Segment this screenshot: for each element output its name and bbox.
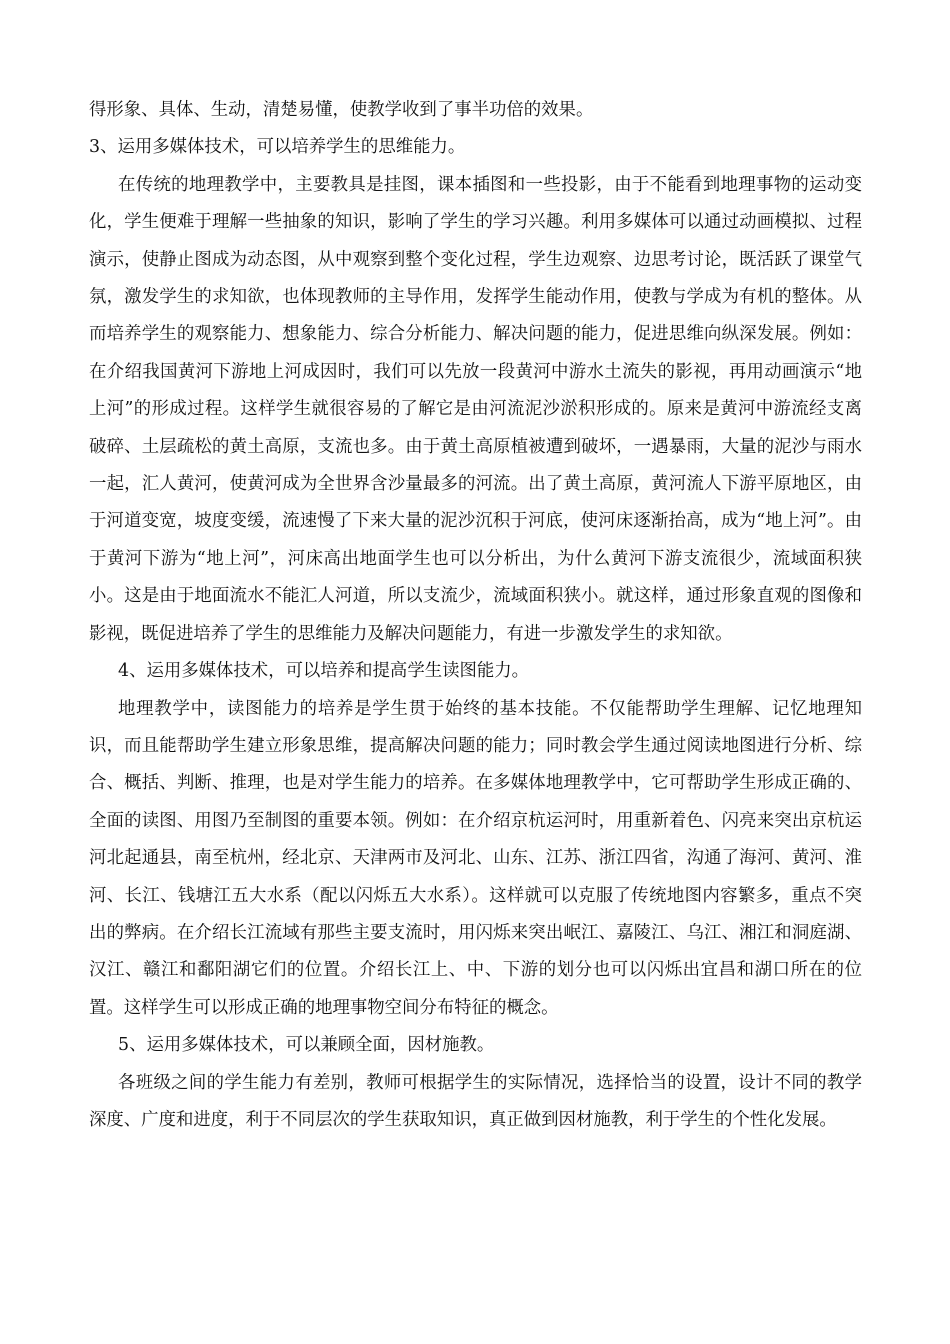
section-heading-3: 3、运用多媒体技术，可以培养学生的思维能力。	[89, 137, 466, 158]
paragraph-thinking-ability: 在传统的地理教学中，主要教具是挂图，课本插图和一些投影，由于不能看到地理事物的运动变化，学生便难于理解一些抽象的知识，影响了学生的学习兴趣。利用多媒体可以通过动画模拟、过程演示，使静止图成为动态图，从中观察到整个变化过程，学生边观察、边思考讨论，既活跃了课堂气氛，激发学生的求知欲，也体现教师的主导作用，发挥学生能动作用，使教与学成为有机的整体。从而培养学生的观察能力、想象能力、综合分析能力、解决问题的能力，促进思维向纵深发展。例如：在介绍我国黄河下游地上河成因时，我们可以先放一段黄河中游水土流失的影视，再用动画演示“地上河”的形成过程。这样学生就很容易的了解它是由河流泥沙淤积形成的。原来是黄河中游流经支离破碎、土层疏松的黄土高原，支流也多。由于黄土高原植被遭到破坏，一遇暴雨，大量的泥沙与雨水一起，汇人黄河，使黄河成为全世界含沙量最多的河流。出了黄土高原，黄河流人下游平原地区，由于河道变宽，坡度变缓，流速慢了下来大量的泥沙沉积于河底，使河床逐渐抬高，成为“地上河”。由于黄河下游为“地上河”，河床高出地面学生也可以分析出，为什么黄河下游支流很少，流域面积狭小。这是由于地面流水不能汇人河道，所以支流少，流域面积狭小。就这样，通过形象直观的图像和影视，既促进培养了学生的思维能力及解决问题能力，有进一步激发学生的求知欲。	[89, 174, 862, 644]
section-heading-5: 5、运用多媒体技术，可以兼顾全面，因材施教。	[118, 1035, 495, 1056]
paragraph-map-reading: 地理教学中，读图能力的培养是学生贯于始终的基本技能。不仅能帮助学生理解、记忆地理知识，而且能帮助学生建立形象思维，提高解决问题的能力；同时教会学生通过阅读地图进行分析、综合、概括、判断、推理，也是对学生能力的培养。在多媒体地理教学中，它可帮助学生形成正确的、全面的读图、用图乃至制图的重要本领。例如：在介绍京杭运河时，用重新着色、闪亮来突出京杭运河北起通县，南至杭州，经北京、天津两市及河北、山东、江苏、浙江四省，沟通了海河、黄河、淮河、长江、钱塘江五大水系（配以闪烁五大水系）。这样就可以克服了传统地图内容繁多，重点不突出的弊病。在介绍长江流域有那些主要支流时，用闪烁来突出岷江、嘉陵江、乌江、湘江和洞庭湖、汉江、赣江和鄱阳湖它们的位置。介绍长江上、中、下游的划分也可以闪烁出宜昌和湖口所在的位置。这样学生可以形成正确的地理事物空间分布特征的概念。	[89, 698, 862, 1018]
section-heading-4: 4、运用多媒体技术，可以培养和提高学生读图能力。	[118, 661, 530, 682]
paragraph-continuation: 得形象、具体、生动，清楚易懂，使教学收到了事半功倍的效果。	[89, 100, 594, 120]
paragraph-individualized-teaching: 各班级之间的学生能力有差别，教师可根据学生的实际情况，选择恰当的设置，设计不同的教学深度、广度和进度，利于不同层次的学生获取知识，真正做到因材施教，利于学生的个性化发展。	[89, 1072, 862, 1130]
document-page	[89, 92, 862, 1139]
